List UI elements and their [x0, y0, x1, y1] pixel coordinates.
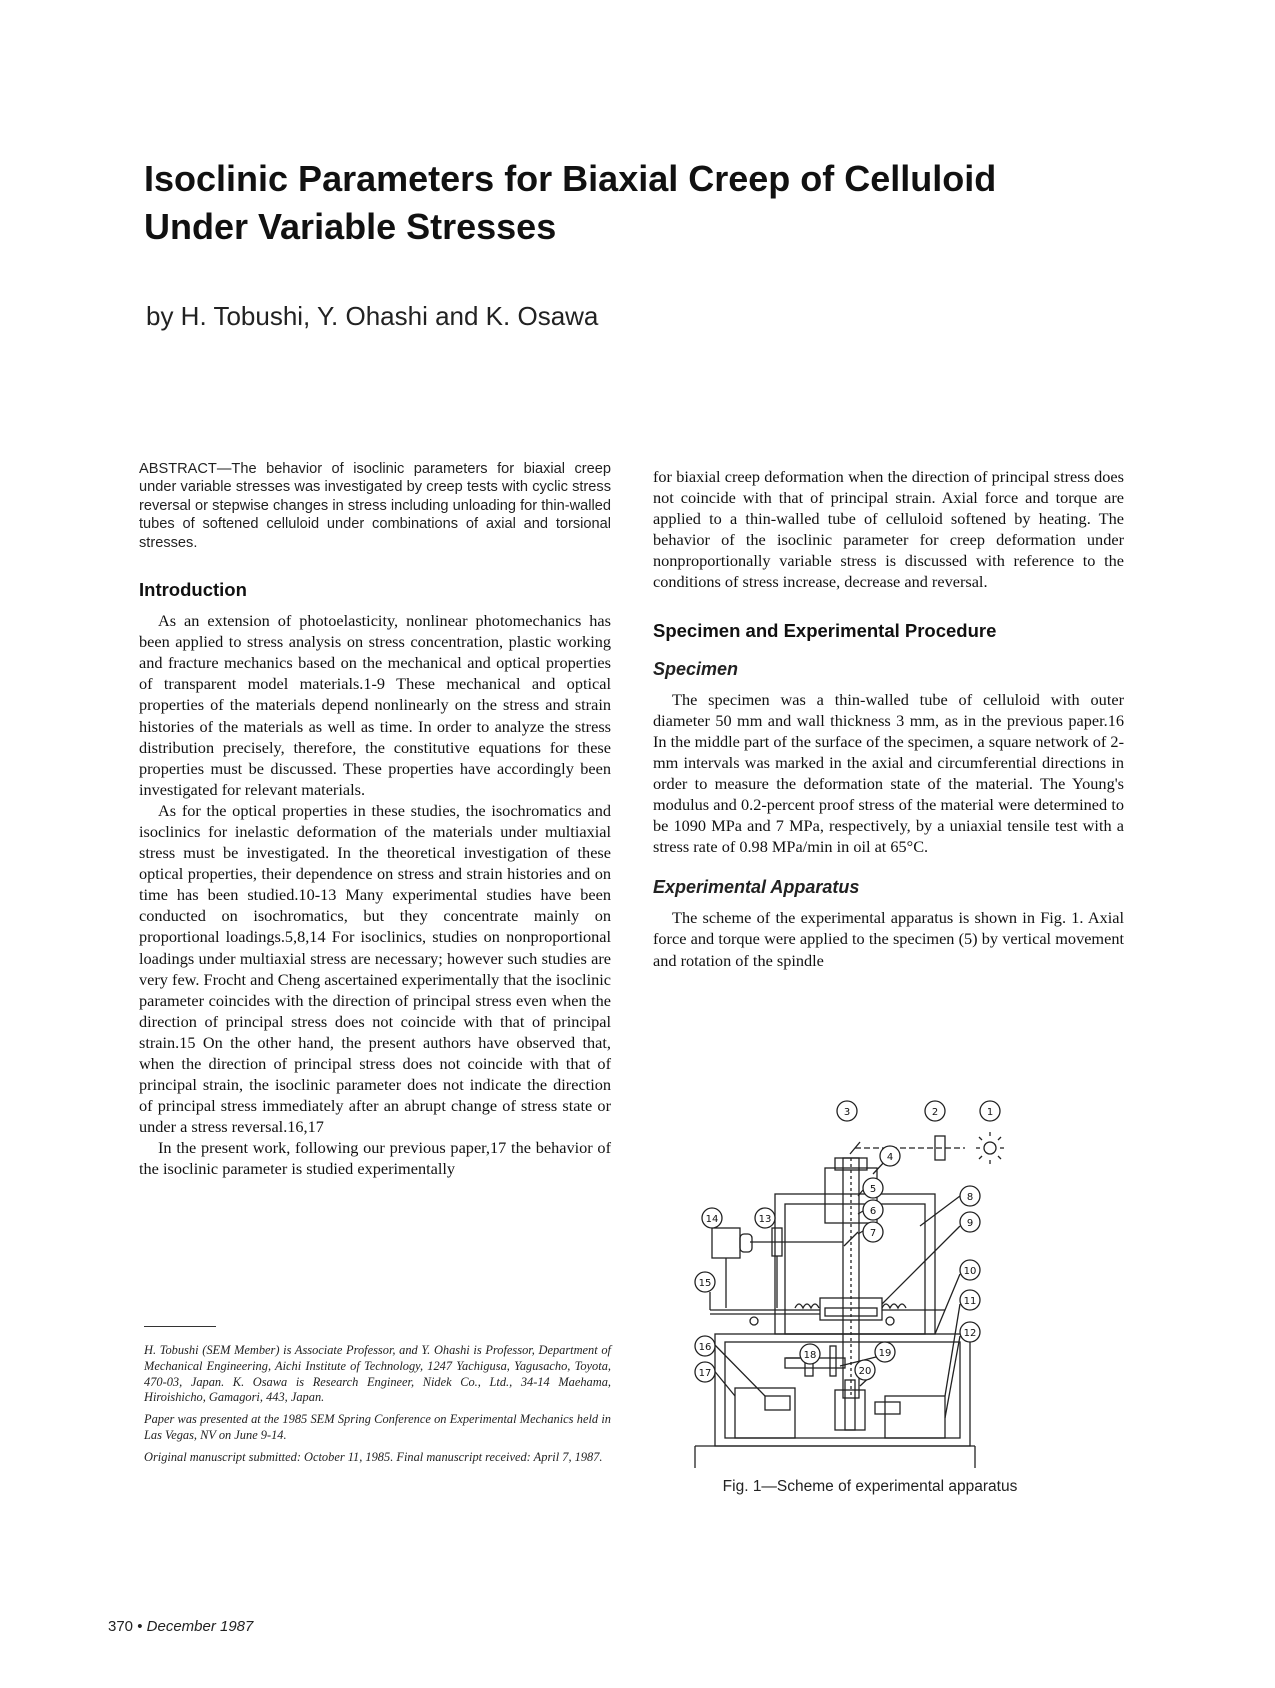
apparatus-figure [690, 1096, 1050, 1476]
callout-label: 16 [698, 1342, 712, 1353]
callout-label: 14 [705, 1214, 719, 1225]
issue-date: December 1987 [146, 1618, 254, 1635]
callout-label: 4 [886, 1152, 894, 1163]
apparatus-subheading: Experimental Apparatus [653, 877, 860, 898]
callout-label: 6 [869, 1206, 877, 1217]
callout-label: 2 [931, 1107, 939, 1118]
callout-label: 1 [986, 1107, 994, 1118]
specimen-procedure-heading: Specimen and Experimental Procedure [653, 619, 997, 641]
callout-label: 9 [966, 1218, 974, 1229]
figure-caption: Fig. 1—Scheme of experimental apparatus [722, 1478, 1018, 1495]
footnote-rule [144, 1326, 216, 1327]
introduction-heading: Introduction [139, 579, 247, 601]
author-line: by H. Tobushi, Y. Ohashi and K. Osawa [146, 301, 599, 331]
title-line-2: Under Variable Stresses [144, 206, 557, 247]
callout-label: 18 [803, 1350, 817, 1361]
title-line-1: Isoclinic Parameters for Biaxial Creep of Celluloid [144, 158, 997, 199]
page-folio [108, 1618, 253, 1635]
callout-label: 20 [858, 1366, 872, 1377]
intro-paragraph-3: In the present work, following our previous paper,17 the behavior of the isoclinic parameter is studied experimentally [139, 1138, 611, 1179]
callout-label: 5 [869, 1184, 877, 1195]
callout-label: 17 [698, 1368, 712, 1379]
left-column [139, 460, 611, 1180]
callout-label: 7 [869, 1228, 877, 1239]
footnotes [144, 1343, 611, 1472]
intro-paragraph-3-continued: for biaxial creep deformation when the direction of principal stress does not coincide with that of principal strain. Axial force and torque are applied to a thin-walled tube of celluloid softened by heating. The behavior of the isoclinic parameter for creep deformation under nonproportionally variable stress is discussed with reference to the conditions of stress increase, decrease and reversal. [653, 467, 1124, 592]
callout-label: 11 [963, 1296, 977, 1307]
callout-label: 15 [698, 1278, 712, 1289]
intro-paragraph-2: As for the optical properties in these studies, the isochromatics and isoclinics for inelastic deformation of the materials under multiaxial stress must be investigated. In the theoretical investigation of these optical properties, their dependence on stress and strain histories and on time has been studied.10-13 Many experimental studies have been conducted on isochromatics, but they concentrate mainly on proportional loadings.5,8,14 For isoclinics, studies on nonproportional loadings under multiaxial stress are necessary; however such studies are very few. Frocht and Cheng ascertained experimentally that the isoclinic parameter coincides with the direction of principal stress even when the direction of principal stress does not coincide with that of principal strain.15 On the other hand, the present authors have observed that, when the direction of principal stress does not coincide with that of principal strain, the isoclinic parameter does not indicate the direction of principal stress immediately after an abrupt change of stress state or under a stress reversal.16,17 [139, 800, 611, 1137]
footnote-manuscript: Original manuscript submitted: October 11, 1985. Final manuscript received: April 7, 1987. [144, 1449, 603, 1464]
specimen-subheading: Specimen [653, 658, 739, 679]
callout-label: 19 [878, 1348, 892, 1359]
specimen-paragraph: The specimen was a thin-walled tube of celluloid with outer diameter 50 mm and wall thickness 3 mm, as in the previous paper.16 In the middle part of the surface of the specimen, a square network of 2-mm intervals was marked in the axial and circumferential directions in order to measure the deformation state of the material. The Young's modulus and 0.2-percent proof stress of the material were determined to be 1090 MPa and 7 MPa, respectively, by a uniaxial tensile test with a stress rate of 0.98 MPa/min in oil at 65°C. [653, 689, 1124, 857]
abstract: ABSTRACT—The behavior of isoclinic parameters for biaxial creep under variable stresses was investigated by creep tests with cyclic stress reversal or stepwise changes in stress including unloading for thin-walled tubes of softened celluloid under combinations of axial and torsional stresses. [139, 461, 611, 551]
callout-label: 12 [963, 1328, 977, 1339]
folio-bullet: • [137, 1618, 143, 1635]
callout-label: 10 [963, 1266, 977, 1277]
footnote-presentation: Paper was presented at the 1985 SEM Spring Conference on Experimental Mechanics held in Las Vegas, NV on June 9-14. [144, 1412, 611, 1442]
callout-label: 3 [843, 1107, 851, 1118]
callout-label: 13 [758, 1214, 772, 1225]
apparatus-paragraph: The scheme of the experimental apparatus is shown in Fig. 1. Axial force and torque were applied to the specimen (5) by vertical movement and rotation of the spindle [653, 908, 1124, 970]
intro-paragraph-1: As an extension of photoelasticity, nonlinear photomechanics has been applied to stress analysis on stress concentration, plastic working and fracture mechanics based on the mechanical and optical properties of transparent model materials.1-9 These mechanical and optical properties of the materials depend nonlinearly on the stress and strain histories of the materials as well as time. In order to analyze the stress distribution precisely, therefore, the constitutive equations for these properties must be discussed. These properties have accordingly been investigated for relevant materials. [139, 611, 611, 799]
callout-label: 8 [966, 1192, 974, 1203]
footnote-affiliations: H. Tobushi (SEM Member) is Associate Professor, and Y. Ohashi is Professor, Department of Mechanical Engineering, Aichi Institute of Technology, 1247 Yachigusa, Yagusacho, Toyota, 470-03, Japan. K. Osawa is Research Engineer, Nidek Co., Ltd., 34-14 Maehama, Hiroishicho, Gamagori, 443, Japan. [144, 1343, 611, 1405]
page-number: 370 [108, 1618, 134, 1635]
right-column [653, 466, 1124, 971]
paper-title [144, 155, 1104, 251]
